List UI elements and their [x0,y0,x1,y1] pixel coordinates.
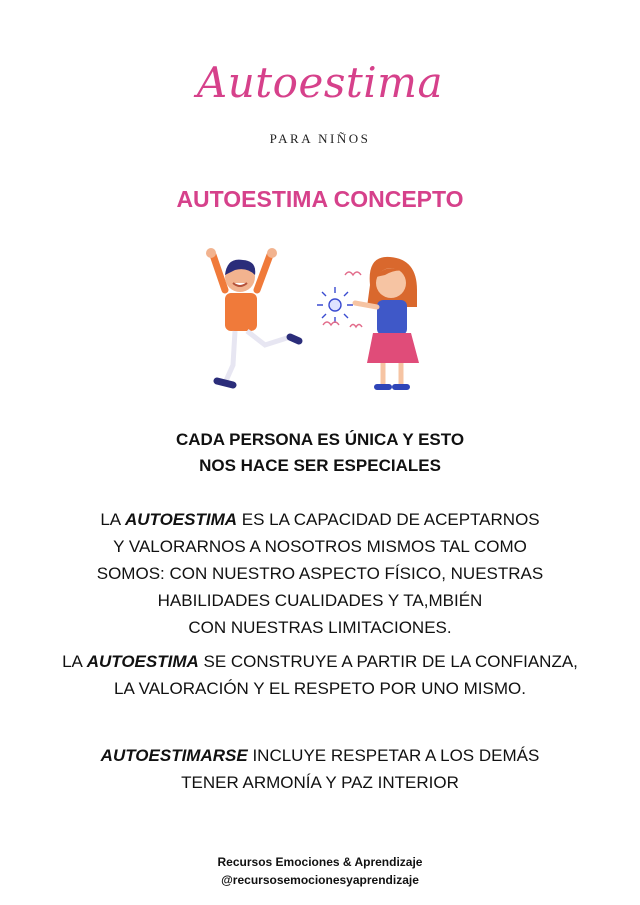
paragraph3-line-2: TENER ARMONÍA Y PAZ INTERIOR [181,773,459,792]
lead-line-2: NOS HACE SER ESPECIALES [199,456,441,475]
paragraph1-line-1 [40,506,600,533]
emphasis-term: AUTOESTIMA [124,510,238,529]
girl-figure [355,257,419,387]
paragraph3-line-1 [40,742,600,769]
emphasis-term: AUTOESTIMA [86,652,199,671]
sun-doodle-icon [317,272,362,327]
lead-statement [0,427,640,479]
subtitle: PARA NIÑOS [269,131,371,146]
paragraph1-line-5: CON NUESTRAS LIMITACIONES. [188,618,452,637]
paragraph2-line-1 [40,648,600,675]
children-illustration [195,245,435,395]
script-title: Autoestima [196,58,444,107]
paragraph-respect [40,742,600,796]
text-fragment: LA [100,510,125,529]
text-fragment: LA [62,652,87,671]
paragraph1-line-2: Y VALORARNOS A NOSOTROS MISMOS TAL COMO [113,537,527,556]
boy-figure [206,248,299,385]
footer-credits [0,853,640,889]
paragraph2-line-2: LA VALORACIÓN Y EL RESPETO POR UNO MISMO. [114,679,526,698]
text-fragment: SE CONSTRUYE A PARTIR DE LA CONFIANZA, [198,652,578,671]
footer-brand: Recursos Emociones & Aprendizaje [217,855,423,869]
lead-line-1: CADA PERSONA ES ÚNICA Y ESTO [175,430,465,449]
emphasis-term: AUTOESTIMARSE [100,746,248,765]
paragraph-construction [40,648,600,702]
text-fragment: ES LA CAPACIDAD DE ACEPTARNOS [237,510,540,529]
paragraph1-line-4: HABILIDADES CUALIDADES Y TA,MBIÉN [157,591,483,610]
text-fragment: INCLUYE RESPETAR A LOS DEMÁS [247,746,540,765]
paragraph1-line-3: SOMOS: CON NUESTRO ASPECTO FÍSICO, NUESTRAS [96,564,544,583]
footer-handle: @recursosemocionesyaprendizaje [221,873,419,887]
paragraph-definition [40,506,600,641]
concept-heading: AUTOESTIMA CONCEPTO [176,186,464,212]
